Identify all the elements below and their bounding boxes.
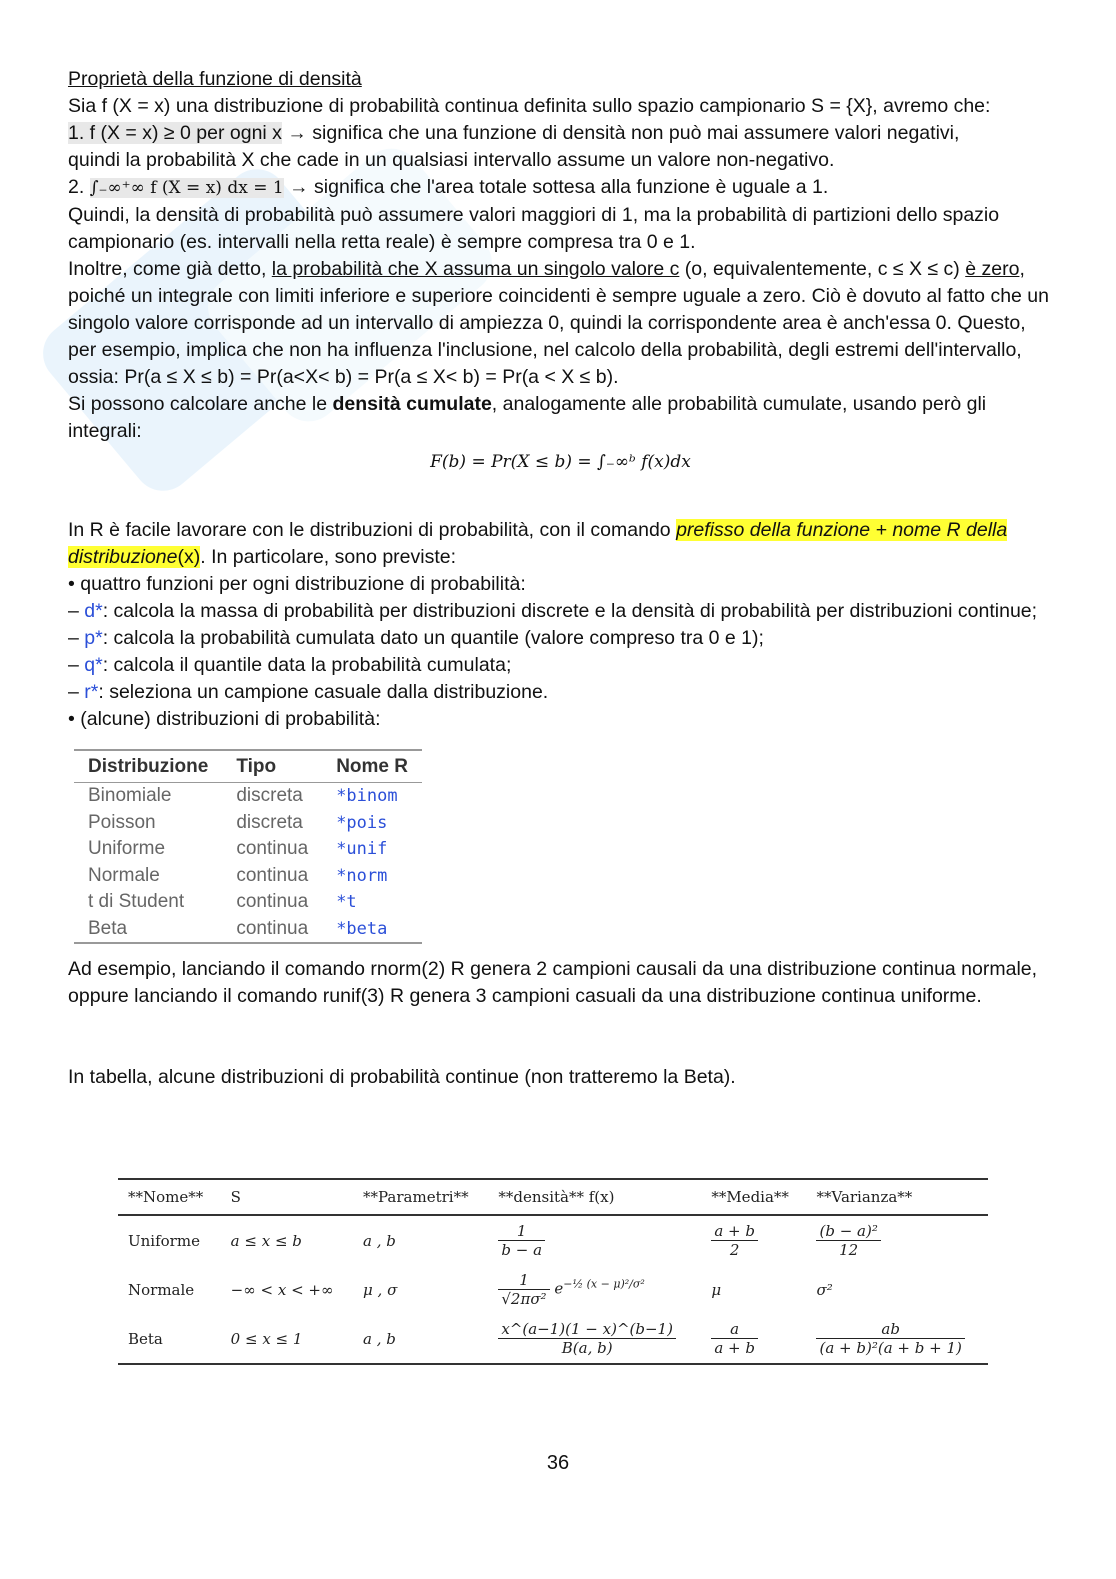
dash: – bbox=[68, 654, 85, 676]
table-row bbox=[74, 916, 422, 944]
func-desc: : calcola la probabilità cumulata dato un quantile (valore compreso tra 0 e 1); bbox=[102, 627, 764, 649]
func-item bbox=[68, 598, 1053, 625]
fraction bbox=[711, 1222, 758, 1259]
fraction bbox=[498, 1320, 676, 1357]
page-number: 36 bbox=[546, 1452, 570, 1474]
cell bbox=[806, 1215, 988, 1265]
cell: Beta bbox=[118, 1314, 221, 1364]
exponent: −½ (x − μ)²/σ² bbox=[563, 1277, 645, 1291]
table-intro: In tabella, alcune distribuzioni di probabilità continue (non tratteremo la Beta). bbox=[68, 1066, 736, 1088]
property-2-number: 2. bbox=[68, 176, 90, 198]
col-header: **densità** f(x) bbox=[498, 1188, 615, 1206]
cell: continua bbox=[236, 891, 309, 912]
cell: discreta bbox=[236, 785, 303, 806]
text-run: . In particolare, sono previste: bbox=[200, 546, 457, 568]
col-header: **Media** bbox=[711, 1188, 789, 1206]
fraction bbox=[816, 1320, 964, 1357]
cell: Beta bbox=[74, 916, 222, 944]
fraction bbox=[498, 1222, 545, 1259]
table-row bbox=[74, 863, 422, 890]
numerator: 1 bbox=[498, 1222, 545, 1241]
highlighted-text: prefisso della funzione + nome R della distribuzione bbox=[68, 519, 1008, 568]
numerator: (b − a)² bbox=[816, 1222, 880, 1241]
intro-text: Sia f (X = x) una distribuzione di probabilità continua definita sullo spazio campionario S = {X}, avremo che: bbox=[68, 95, 991, 117]
cell: −∞ < x < +∞ bbox=[230, 1280, 334, 1299]
col-header: Distribuzione bbox=[88, 756, 209, 777]
text-run: , poiché un integrale con limiti inferiore e superiore coincidenti è sempre uguale a zero. Ciò è dovuto al fatto che un singolo valore corrisponde ad un intervallo di ampiezza 0, quindi la corrispondente area è anch'essa 0. Questo, per esempio, implica che non ha influenza l'inclusione, nel calcolo della probabilità, degli estremi dell'intervallo, ossia: Pr(a ≤ X ≤ b) = Pr(a<X< b) = Pr(a ≤ X< b) = Pr(a < X ≤ b). bbox=[68, 258, 1049, 388]
property-2-text: → significa che l'area totale sottesa alla funzione è uguale a 1. bbox=[289, 176, 829, 198]
cell: *beta bbox=[322, 916, 422, 944]
distributions-table bbox=[74, 749, 422, 944]
property-2 bbox=[68, 174, 1053, 202]
func-name: q* bbox=[84, 654, 103, 676]
property-1-cont: quindi la probabilità X che cade in un qualsiasi intervallo assume un valore non-negativo. bbox=[68, 149, 835, 171]
table-row bbox=[74, 810, 422, 837]
col-header: **Varianza** bbox=[816, 1188, 913, 1206]
underlined-text: è zero bbox=[965, 258, 1020, 280]
underlined-text: la probabilità che X assuma un singolo valore c bbox=[271, 258, 680, 280]
cell: *pois bbox=[336, 812, 388, 833]
continuous-distributions-table bbox=[118, 1178, 988, 1365]
cell bbox=[806, 1314, 988, 1364]
func-name: p* bbox=[84, 627, 103, 649]
col-header: Nome R bbox=[336, 756, 408, 777]
table-row bbox=[118, 1265, 988, 1314]
text-run: Inoltre, come già detto, bbox=[68, 258, 272, 280]
table-header-row bbox=[74, 750, 422, 783]
col-header: **Nome** bbox=[128, 1188, 204, 1206]
func-desc: : calcola la massa di probabilità per distribuzioni discrete e la densità di probabilità per distribuzioni continue; bbox=[102, 600, 1038, 622]
func-desc: : calcola il quantile data la probabilità cumulata; bbox=[102, 654, 512, 676]
dash: – bbox=[68, 600, 85, 622]
cell: continua bbox=[222, 916, 322, 944]
cell bbox=[488, 1314, 701, 1364]
table-row bbox=[74, 783, 422, 810]
arrow-icon: → bbox=[287, 122, 307, 144]
r-paragraph bbox=[68, 517, 1053, 571]
denominator: 2 bbox=[729, 1241, 740, 1259]
col-header: **Parametri** bbox=[363, 1188, 469, 1206]
func-name: r* bbox=[84, 681, 99, 703]
cell: *t bbox=[336, 892, 357, 912]
cell: a , b bbox=[353, 1314, 488, 1364]
density-paragraph: Quindi, la densità di probabilità può assumere valori maggiori di 1, ma la probabilità di partizioni dello spazio campionario (es. intervalli nella retta reale) è sempre compresa tra 0 e 1. bbox=[68, 204, 1000, 253]
property-1 bbox=[68, 120, 1053, 147]
cell: *unif bbox=[336, 839, 388, 859]
denominator: B(a, b) bbox=[561, 1339, 613, 1357]
cell bbox=[701, 1314, 806, 1364]
denominator: 12 bbox=[839, 1241, 859, 1259]
cell: μ , σ bbox=[363, 1280, 398, 1299]
cell: a , b bbox=[363, 1231, 396, 1250]
numerator: 1 bbox=[498, 1271, 549, 1290]
cell: 0 ≤ x ≤ 1 bbox=[221, 1314, 353, 1364]
cell: μ bbox=[711, 1280, 722, 1299]
cell: Normale bbox=[88, 864, 160, 886]
text-run: (o, equivalentemente, c ≤ X ≤ c) bbox=[679, 258, 966, 280]
fraction bbox=[711, 1320, 758, 1357]
property-2-math: ∫₋∞⁺∞ f (X = x) dx = 1 bbox=[89, 178, 284, 198]
cell: a ≤ x ≤ b bbox=[230, 1231, 302, 1250]
cell: discreta bbox=[236, 811, 303, 833]
cell bbox=[701, 1215, 806, 1265]
func-item bbox=[68, 652, 1053, 679]
section-heading: Proprietà della funzione di densità bbox=[68, 68, 362, 90]
col-header: Tipo bbox=[236, 756, 277, 777]
cell: t di Student bbox=[88, 891, 185, 912]
property-1-text: significa che una funzione di densità non può mai assumere valori negativi, bbox=[306, 122, 960, 144]
cumulative-paragraph bbox=[68, 391, 1053, 445]
cell: Poisson bbox=[88, 811, 156, 833]
highlighted-text: (x) bbox=[177, 546, 201, 568]
dash: – bbox=[68, 627, 85, 649]
col-header: S bbox=[230, 1188, 241, 1206]
text-run: , analogamente alle probabilità cumulate, usando però gli integrali: bbox=[68, 393, 987, 442]
property-1-math: 1. f (X = x) ≥ 0 per ogni x bbox=[68, 122, 282, 144]
cdf-formula bbox=[68, 449, 1053, 499]
cell: continua bbox=[236, 864, 309, 886]
numerator: a bbox=[711, 1320, 758, 1339]
func-name: d* bbox=[84, 600, 103, 622]
dash: – bbox=[68, 681, 85, 703]
cell: *norm bbox=[336, 865, 388, 886]
table-row bbox=[74, 836, 422, 863]
table-row bbox=[74, 889, 422, 916]
table-header-row bbox=[118, 1179, 988, 1215]
bullet-distributions: • (alcune) distribuzioni di probabilità: bbox=[68, 708, 381, 730]
cell: σ² bbox=[816, 1280, 833, 1299]
denominator: √2πσ² bbox=[501, 1290, 547, 1308]
cell: Uniforme bbox=[128, 1231, 200, 1250]
denominator: a + b bbox=[714, 1339, 755, 1357]
denominator: (a + b)²(a + b + 1) bbox=[819, 1339, 962, 1357]
cell: Binomiale bbox=[88, 785, 172, 806]
cell: Uniforme bbox=[88, 838, 166, 859]
table-row bbox=[118, 1215, 988, 1265]
cdf-formula-text: F(b) = Pr(X ≤ b) = ∫₋∞ᵇ f(x)dx bbox=[430, 452, 691, 472]
text-run: Si possono calcolare anche le bbox=[68, 393, 333, 415]
text-run: In R è facile lavorare con le distribuzioni di probabilità, con il comando bbox=[68, 519, 677, 541]
cell: *binom bbox=[336, 786, 398, 806]
cell: $\frac{1}{\text{√2πσ²}}$ $e^{-\frac{1}{2} (x - \mu)^2/\sigma^2}$ bbox=[488, 1265, 701, 1314]
bold-text: densità cumulate bbox=[332, 393, 492, 415]
fraction bbox=[816, 1222, 880, 1259]
fraction bbox=[498, 1271, 549, 1308]
bullet-functions: • quattro funzioni per ogni distribuzione di probabilità: bbox=[68, 573, 526, 595]
single-value-paragraph bbox=[68, 256, 1053, 391]
cell: continua bbox=[236, 838, 309, 859]
example-paragraph: Ad esempio, lanciando il comando rnorm(2) R genera 2 campioni causali da una distribuzione continua normale, oppure lanciando il comando runif(3) R genera 3 campioni casuali da una distribuzione continua uniforme. bbox=[68, 958, 1038, 1007]
numerator: ab bbox=[816, 1320, 964, 1339]
numerator: a + b bbox=[711, 1222, 758, 1241]
func-item bbox=[68, 625, 1053, 652]
func-item bbox=[68, 679, 1053, 706]
denominator: b − a bbox=[501, 1241, 543, 1259]
cell: Normale bbox=[128, 1280, 195, 1299]
cell bbox=[488, 1215, 701, 1265]
page-content bbox=[68, 66, 1053, 1091]
table-row bbox=[118, 1314, 988, 1364]
numerator: x^(a−1)(1 − x)^(b−1) bbox=[498, 1320, 676, 1339]
func-desc: : seleziona un campione casuale dalla distribuzione. bbox=[98, 681, 549, 703]
